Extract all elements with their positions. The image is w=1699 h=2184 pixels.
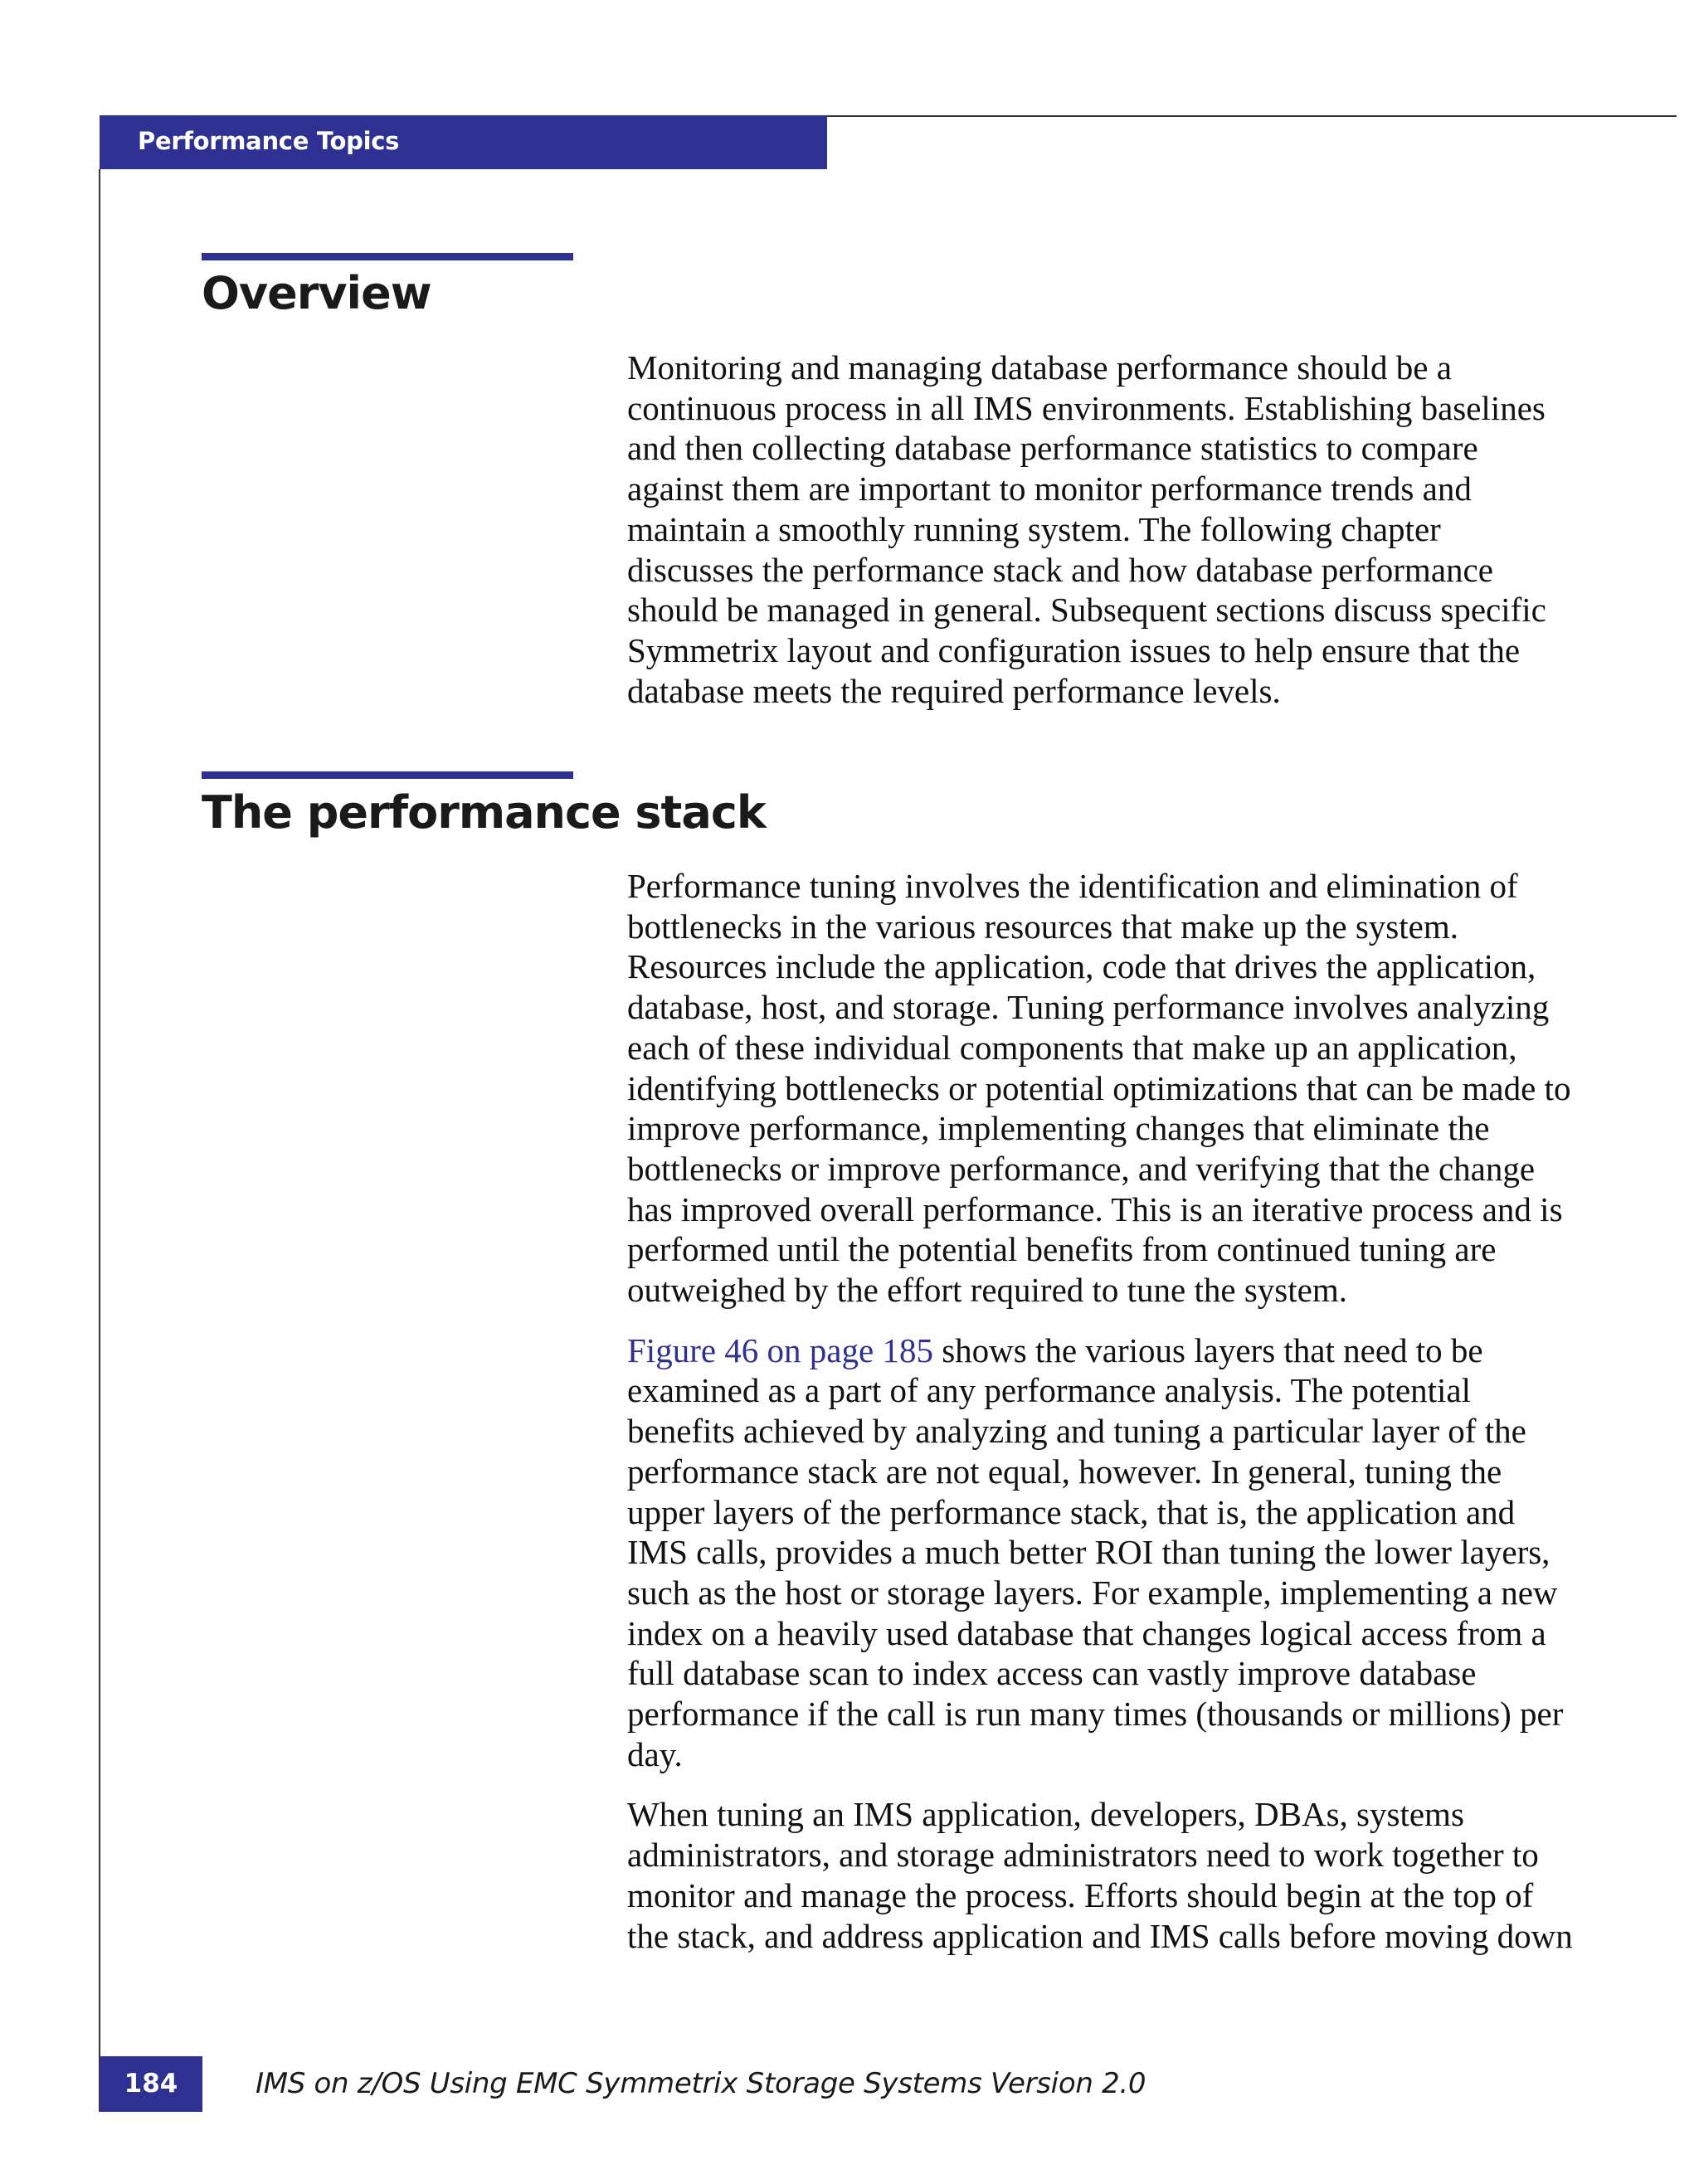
text-line: discusses the performance stack and how database performance (627, 550, 1493, 589)
text-line: performance if the call is run many times (thousands or millions) per (627, 1695, 1564, 1734)
text-line: day. (627, 1734, 683, 1773)
text-line (627, 1330, 1697, 1371)
text-line: improve performance, implementing changes that eliminate the (627, 1109, 1490, 1148)
page-number: 184 (124, 2069, 178, 2099)
text-line: the stack, and address application and IMS calls before moving down (627, 1916, 1573, 1955)
overview-heading: Overview (202, 267, 431, 319)
text-line: each of these individual components that make up an application, (627, 1028, 1517, 1067)
text-line: benefits achieved by analyzing and tuning a particular layer of the (627, 1412, 1526, 1451)
text-line: Resources include the application, code that drives the application, (627, 947, 1536, 986)
text-line: database, host, and storage. Tuning performance involves analyzing (627, 988, 1550, 1027)
text-line: identifying bottlenecks or potential optimizations that can be made to (627, 1068, 1571, 1107)
text-line: against them are important to monitor performance trends and (627, 469, 1472, 508)
performance-stack-paragraph-2 (627, 1330, 1697, 1775)
text-line: such as the host or storage layers. For example, implementing a new (627, 1573, 1558, 1612)
text-line: IMS calls, provides a much better ROI than tuning the lower layers, (627, 1533, 1551, 1572)
text-line: maintain a smoothly running system. The following chapter (627, 509, 1441, 548)
text-line: bottlenecks or improve performance, and verifying that the change (627, 1149, 1536, 1188)
text-line: performance stack are not equal, however. In general, tuning the (627, 1452, 1502, 1491)
text-line: index on a heavily used database that changes logical access from a (627, 1613, 1546, 1652)
performance-stack-paragraph-1 (627, 866, 1697, 1311)
text-line: database meets the required performance levels. (627, 671, 1281, 710)
text-line: Monitoring and managing database performance should be a (627, 348, 1452, 387)
running-header (100, 115, 827, 169)
text-line: outweighed by the effort required to tune the system. (627, 1271, 1347, 1310)
header-rule (827, 115, 1677, 117)
figure-46-link[interactable]: Figure 46 on page 185 (627, 1330, 933, 1369)
text-line-rest: shows the various layers that need to be (932, 1330, 1483, 1369)
text-line: administrators, and storage administrators need to work together to (627, 1836, 1539, 1875)
overview-body (627, 348, 1697, 731)
performance-stack-body (627, 866, 1697, 1976)
text-line: continuous process in all IMS environments. Establishing baselines (627, 388, 1546, 427)
page-margin-rule (99, 169, 100, 2112)
performance-stack-paragraph-3 (627, 1794, 1697, 1956)
text-line: performed until the potential benefits from continued tuning are (627, 1230, 1497, 1269)
text-line: Symmetrix layout and configuration issues to help ensure that the (627, 630, 1521, 669)
performance-stack-heading-bar (202, 771, 573, 779)
text-line: upper layers of the performance stack, that is, the application and (627, 1492, 1516, 1531)
text-line: bottlenecks in the various resources that make up the system. (627, 907, 1458, 946)
overview-heading-bar (202, 253, 573, 260)
footer-book-title: IMS on z/OS Using EMC Symmetrix Storage Systems Version 2.0 (256, 2067, 1146, 2100)
text-line: should be managed in general. Subsequent sections discuss specific (627, 591, 1546, 630)
text-line: Performance tuning involves the identification and elimination of (627, 867, 1518, 905)
overview-paragraph-1 (627, 348, 1697, 711)
page-number-badge (100, 2056, 202, 2112)
text-line: When tuning an IMS application, developers, DBAs, systems (627, 1795, 1464, 1834)
text-line: has improved overall performance. This is an iterative process and is (627, 1189, 1563, 1228)
text-line: monitor and manage the process. Efforts should begin at the top of (627, 1875, 1534, 1914)
text-line: examined as a part of any performance analysis. The potential (627, 1371, 1472, 1410)
text-line: full database scan to index access can vastly improve database (627, 1654, 1477, 1693)
text-line: and then collecting database performance statistics to compare (627, 429, 1478, 468)
performance-stack-heading: The performance stack (202, 786, 766, 839)
running-header-title: Performance Topics (138, 127, 400, 155)
